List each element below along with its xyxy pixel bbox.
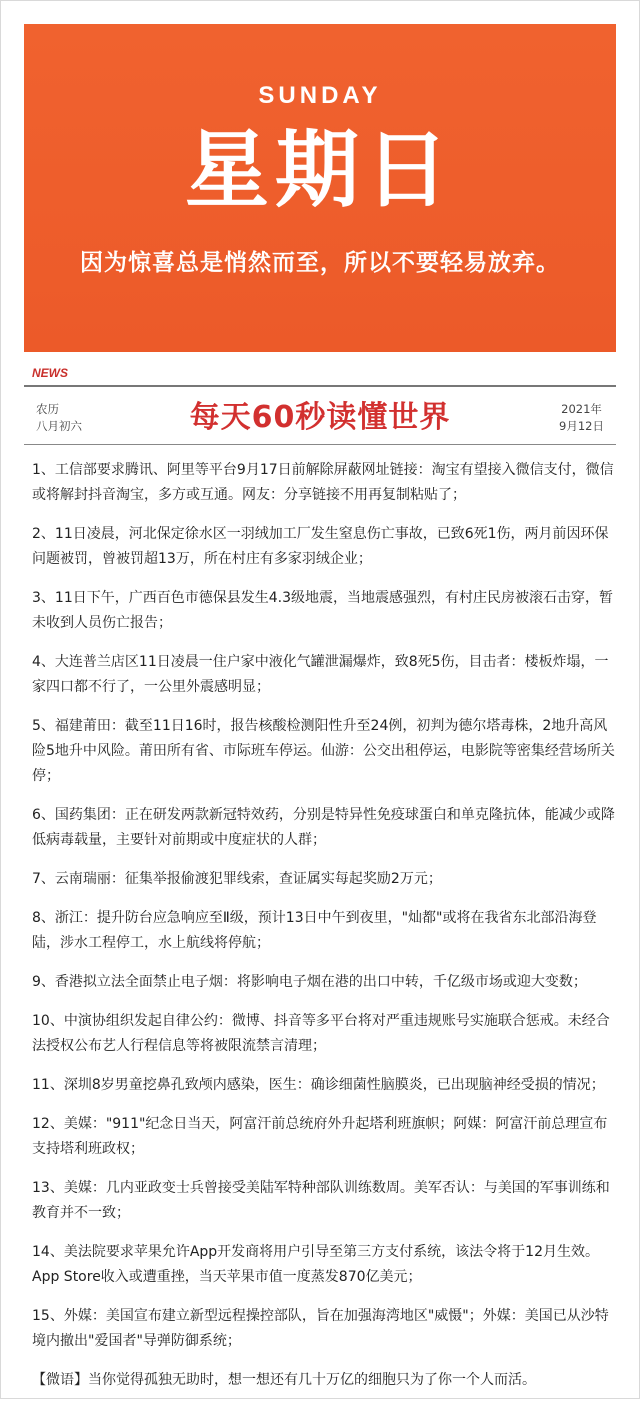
news-item: 13、美媒：几内亚政变士兵曾接受美陆军特种部队训练数周。美军否认：与美国的军事训练和教育并不一致；	[32, 1180, 610, 1221]
lunar-day: 八月初六	[36, 419, 82, 433]
divider-top	[24, 385, 616, 387]
news-item: 11、深圳8岁男童挖鼻孔致颅内感染，医生：确诊细菌性脑膜炎，已出现脑神经受损的情况；	[32, 1077, 605, 1093]
date-day: 9月12日	[559, 419, 604, 433]
news-item: 7、云南瑞丽：征集举报偷渡犯罪线索，查证属实每起奖励2万元；	[32, 871, 442, 887]
masthead-title: 每天60秒读懂世界	[189, 400, 451, 435]
news-item: 9、香港拟立法全面禁止电子烟：将影响电子烟在港的出口中转，千亿级市场或迎大变数；	[32, 974, 587, 990]
banner-sunday-label: SUNDAY	[258, 82, 382, 109]
daily-quote: 【微语】当你觉得孤独无助时，想一想还有几十万亿的细胞只为了你一个人而活。	[32, 1372, 536, 1388]
news-item: 6、国药集团：正在研发两款新冠特效药，分别是特异性免疫球蛋白和单克隆抗体，能减少或降低病毒载量，主要针对前期或中度症状的人群；	[32, 807, 615, 848]
banner-weekday-title: 星期日	[184, 121, 455, 219]
banner-motto: 因为惊喜总是悄然而至，所以不要轻易放弃。	[80, 250, 560, 276]
gregorian-date	[559, 401, 604, 435]
lunar-label: 农历	[36, 402, 59, 416]
news-item: 14、美法院要求苹果允许App开发商将用户引导至第三方支付系统，该法令将于12月生效。App Store收入或遭重挫，当天苹果市值一度蒸发870亿美元；	[32, 1244, 599, 1285]
news-item: 15、外媒：美国宣布建立新型远程操控部队，旨在加强海湾地区"威慑"；外媒：美国已从沙特境内撤出"爱国者"导弹防御系统；	[32, 1308, 609, 1349]
news-item: 4、大连普兰店区11日凌晨一住户家中液化气罐泄漏爆炸，致8死5伤，目击者：楼板炸塌，一家四口都不行了，一公里外震感明显；	[32, 654, 609, 695]
date-year: 2021年	[561, 402, 602, 416]
news-list	[32, 458, 616, 1407]
lunar-date	[36, 401, 82, 435]
news-item: 2、11日凌晨，河北保定徐水区一羽绒加工厂发生窒息伤亡事故，已致6死1伤，两月前因环保问题被罚，曾被罚超13万，所在村庄有多家羽绒企业；	[32, 526, 609, 567]
news-item: 10、中演协组织发起自律公约：微博、抖音等多平台将对严重违规账号实施联合惩戒。未经合法授权公布艺人行程信息等将被限流禁言清理；	[32, 1013, 610, 1054]
news-item: 3、11日下午，广西百色市德保县发生4.3级地震，当地震感强烈，有村庄民房被滚石击穿，暂未收到人员伤亡报告；	[32, 590, 613, 631]
header-banner	[24, 24, 616, 352]
news-item: 8、浙江：提升防台应急响应至Ⅱ级，预计13日中午到夜里，"灿都"或将在我省东北部沿海登陆，涉水工程停工，水上航线将停航；	[32, 910, 597, 951]
news-tag: NEWS	[32, 366, 68, 380]
divider-bottom	[24, 444, 616, 445]
news-item: 12、美媒："911"纪念日当天，阿富汗前总统府外升起塔利班旗帜；阿媒：阿富汗前总理宣布支持塔利班政权；	[32, 1116, 608, 1157]
news-item: 1、工信部要求腾讯、阿里等平台9月17日前解除屏蔽网址链接：淘宝有望接入微信支付，微信或将解封抖音淘宝，多方或互通。网友：分享链接不用再复制粘贴了；	[32, 462, 614, 503]
news-item: 5、福建莆田：截至11日16时，报告核酸检测阳性升至24例，初判为德尔塔毒株，2地升高风险5地升中风险。莆田所有省、市际班车停运。仙游：公交出租停运，电影院等密集经营场所关停；	[32, 718, 615, 784]
